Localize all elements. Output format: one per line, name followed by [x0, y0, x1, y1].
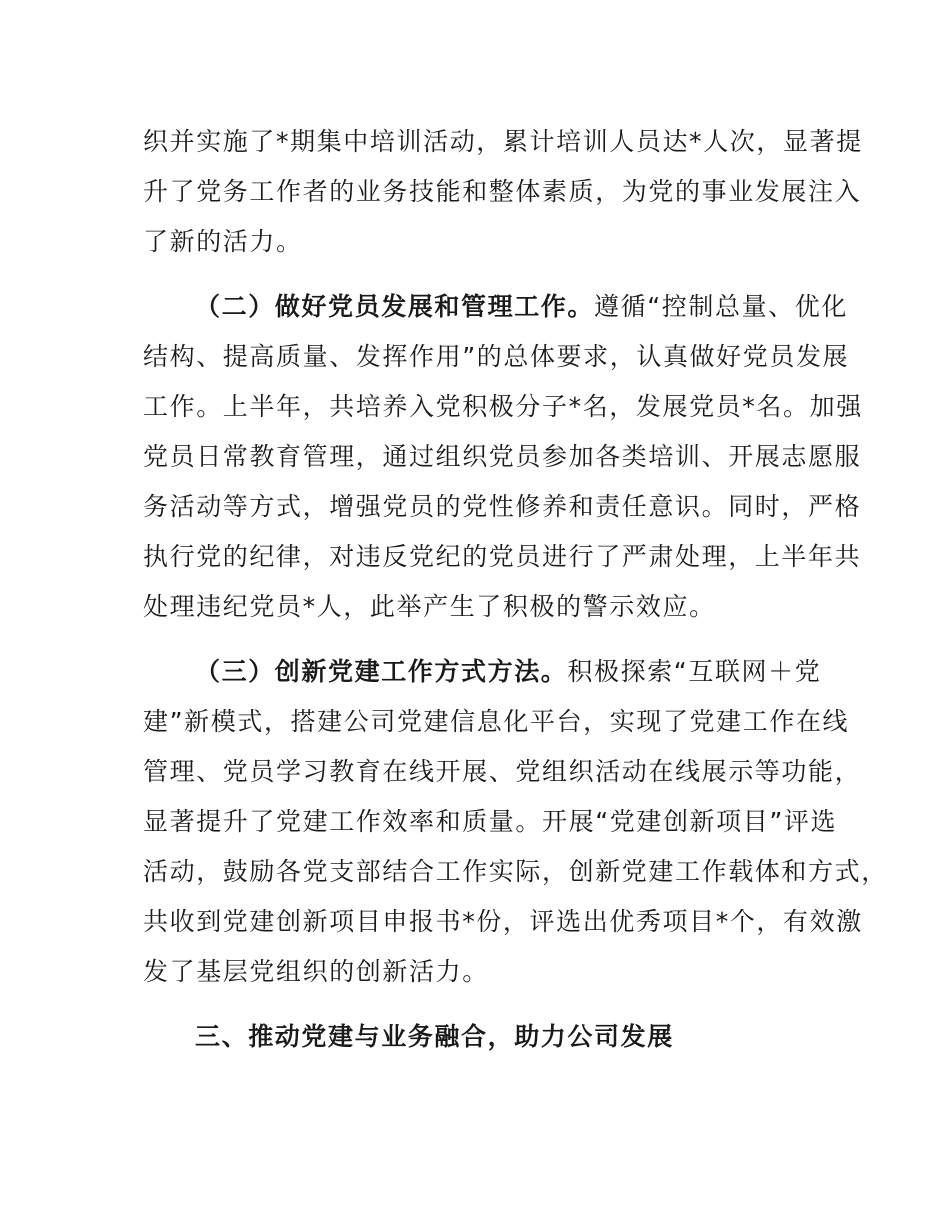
paragraph-text: 遵循“控制总量、优化: [594, 292, 848, 321]
paragraph-line: 务活动等方式，增强党员的党性修养和责任意识。同时，严格: [143, 492, 862, 521]
paragraph-line: 活动，鼓励各党支部结合工作实际，创新党建工作载体和方式，: [143, 857, 888, 886]
paragraph-line: 了新的活力。: [143, 227, 303, 256]
paragraph-line: 共收到党建创新项目申报书*份，评选出优秀项目*个，有效激: [143, 907, 863, 936]
section-heading: 三、推动党建与业务融合，助力公司发展: [195, 1022, 674, 1051]
paragraph-text: 积极探索“互联网＋党: [567, 657, 822, 686]
paragraph-line: 工作。上半年，共培养入党积极分子*名，发展党员*名。加强: [143, 392, 863, 421]
paragraph-line: 执行党的纪律，对违反党纪的党员进行了严肃处理，上半年共: [143, 542, 862, 571]
paragraph-line: 发了基层党组织的创新活力。: [143, 957, 489, 986]
paragraph-line: 处理违纪党员*人，此举产生了积极的警示效应。: [143, 592, 716, 621]
subsection-heading: （三）创新党建工作方式方法。: [195, 657, 568, 686]
paragraph-line: 织并实施了*期集中培训活动，累计培训人员达*人次，显著提: [143, 127, 863, 156]
paragraph-line: 建”新模式，搭建公司党建信息化平台，实现了党建工作在线: [143, 707, 850, 736]
paragraph-line: 党员日常教育管理，通过组织党员参加各类培训、开展志愿服: [143, 442, 862, 471]
paragraph-line: 管理、党员学习教育在线开展、党组织活动在线展示等功能，: [143, 757, 862, 786]
subsection-heading: （二）做好党员发展和管理工作。: [195, 292, 595, 321]
paragraph-line: 结构、提高质量、发挥作用”的总体要求，认真做好党员发展: [143, 342, 850, 371]
paragraph-line: 显著提升了党建工作效率和质量。开展“党建创新项目”评选: [143, 807, 838, 836]
paragraph-first-line: [195, 292, 848, 322]
paragraph-first-line: [195, 657, 821, 687]
paragraph-line: 升了党务工作者的业务技能和整体素质，为党的事业发展注入: [143, 177, 862, 206]
